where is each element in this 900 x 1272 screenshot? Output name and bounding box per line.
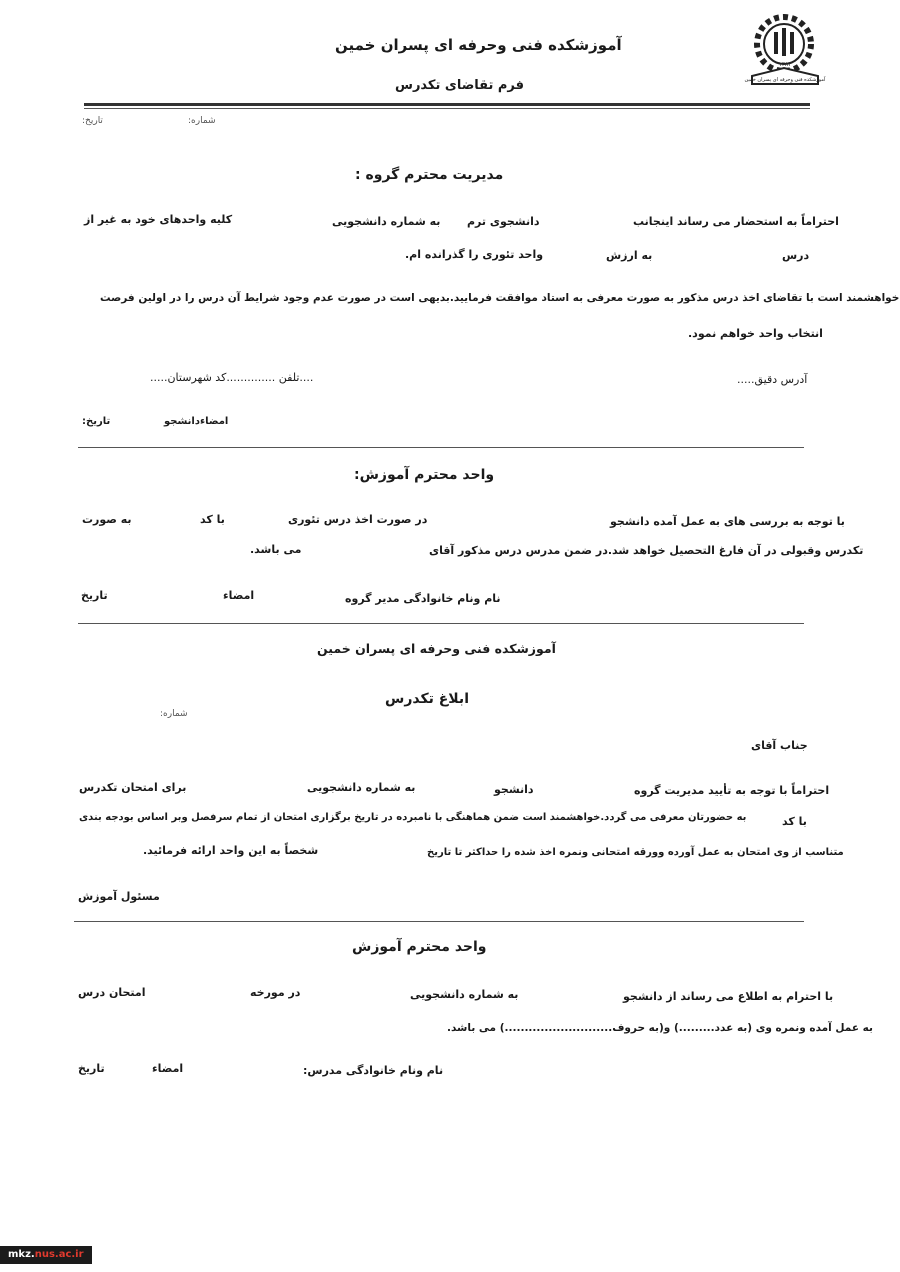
s3-line1-a: احتراماً با توجه به تأیید مدیریت گروه xyxy=(634,784,830,797)
s1-address-b: ....تلفن ..............کد شهرستان..... xyxy=(150,371,314,384)
s2-line2-b: می باشد. xyxy=(250,543,302,556)
gear-seal-icon xyxy=(742,10,830,90)
section2-heading: واحد محترم آموزش: xyxy=(354,467,495,483)
s2-line1-b: در صورت اخذ درس تئوری xyxy=(288,513,428,526)
date-label: تاریخ: xyxy=(82,116,103,126)
s2-line1-c: با کد xyxy=(200,513,225,526)
s4-line2: به عمل آمده ونمره وی (به عدد.........) و(به حروف...........................) می باشد. xyxy=(447,1022,873,1034)
s1-line2-b: به ارزش xyxy=(606,249,653,262)
s2-head-name: نام ونام خانوادگی مدیر گروه xyxy=(345,592,501,605)
s1-line1-b: دانشجوی ترم xyxy=(467,215,540,228)
s1-line3: خواهشمند است با تقاضای اخذ درس مذکور به صورت معرفی به استاد موافقت فرمایید.بدیهی است در صورت عدم وجود شرایط آن درس را در اولین فرصت xyxy=(100,292,900,304)
s1-line1-c: به شماره دانشجویی xyxy=(332,215,441,228)
s2-line1-a: با توجه به بررسی های به عمل آمده دانشجو xyxy=(610,515,845,528)
s3-line1-b: دانشجو xyxy=(494,783,534,796)
s3-official: مسئول آموزش xyxy=(78,890,160,903)
section-divider xyxy=(78,623,804,624)
s3-line3-b: شخصاً به این واحد ارائه فرمائید. xyxy=(143,844,319,857)
s2-signature: امضاء xyxy=(223,589,255,602)
s1-signature: امضاءدانشجو xyxy=(164,416,229,427)
s4-date: تاریخ xyxy=(78,1062,105,1075)
section1-heading: مدیریت محترم گروه : xyxy=(355,167,504,183)
s1-address-a: آدرس دقیق..... xyxy=(737,373,808,386)
s3-line1-c: به شماره دانشجویی xyxy=(307,781,416,794)
s1-line2-c: واحد تئوری را گذرانده ام. xyxy=(405,248,544,261)
s1-date: تاریخ: xyxy=(82,416,111,427)
s1-line2-a: درس xyxy=(782,249,810,262)
number-label: شماره: xyxy=(188,116,216,126)
institution-title: آموزشکده فنی وحرفه ای پسران خمین xyxy=(335,36,622,54)
form-title: فرم تقاضای تکدرس xyxy=(395,78,525,93)
s3-title: ابلاغ تکدرس xyxy=(385,691,469,707)
s3-salutation: جناب آقای xyxy=(751,739,808,752)
watermark-highlight: nus.ac.ir xyxy=(34,1249,84,1260)
s4-line1-d: امتحان درس xyxy=(78,986,146,999)
section-divider xyxy=(74,921,804,922)
s2-line2-a: تکدرس وقبولی در آن فارغ التحصیل خواهد شد.در ضمن مدرس درس مذکور آقای xyxy=(429,544,864,557)
header-rule xyxy=(84,103,810,106)
s1-line1-d: کلیه واحدهای خود به غیر از xyxy=(84,213,233,226)
section4-heading: واحد محترم آموزش xyxy=(352,939,487,955)
s2-line1-d: به صورت xyxy=(82,513,132,526)
s4-line1-b: به شماره دانشجویی xyxy=(410,988,519,1001)
header-rule-thin xyxy=(84,108,810,109)
logo-year: ۱۳۸۳ xyxy=(778,61,792,68)
watermark-prefix: mkz. xyxy=(8,1249,35,1260)
s4-line1-c: در مورخه xyxy=(250,986,301,999)
section-divider xyxy=(78,447,804,448)
logo-caption: آموزشکده فنی وحرفه ای پسران خمین xyxy=(744,77,826,83)
s3-number-label: شماره: xyxy=(160,709,188,719)
s4-teacher-name: نام ونام خانوادگی مدرس: xyxy=(303,1064,444,1077)
s4-signature: امضاء xyxy=(152,1062,184,1075)
s3-line2-a: با کد xyxy=(782,815,807,828)
s1-line4: انتخاب واحد خواهم نمود. xyxy=(688,327,823,340)
s4-line1-a: با احترام به اطلاع می رساند از دانشجو xyxy=(623,990,834,1003)
s1-line1-a: احتراماً به استحضار می رساند اینجانب xyxy=(633,215,839,228)
s3-line3-a: متناسب از وی امتحان به عمل آورده وورقه امتحانی ونمره اخذ شده را حداکثر تا تاریخ xyxy=(427,847,844,858)
s3-line2-b: به حضورتان معرفی می گردد.خواهشمند است ضمن هماهنگی با نامبرده در تاریخ برگزاری امتحان از تمام سرفصل وبر اساس بودجه بندی xyxy=(79,812,747,823)
s2-date: تاریخ xyxy=(81,589,108,602)
s3-institution: آموزشکده فنی وحرفه ای پسران خمین xyxy=(317,641,556,656)
site-watermark xyxy=(0,1246,92,1264)
s3-line1-d: برای امتحان تکدرس xyxy=(79,781,187,794)
